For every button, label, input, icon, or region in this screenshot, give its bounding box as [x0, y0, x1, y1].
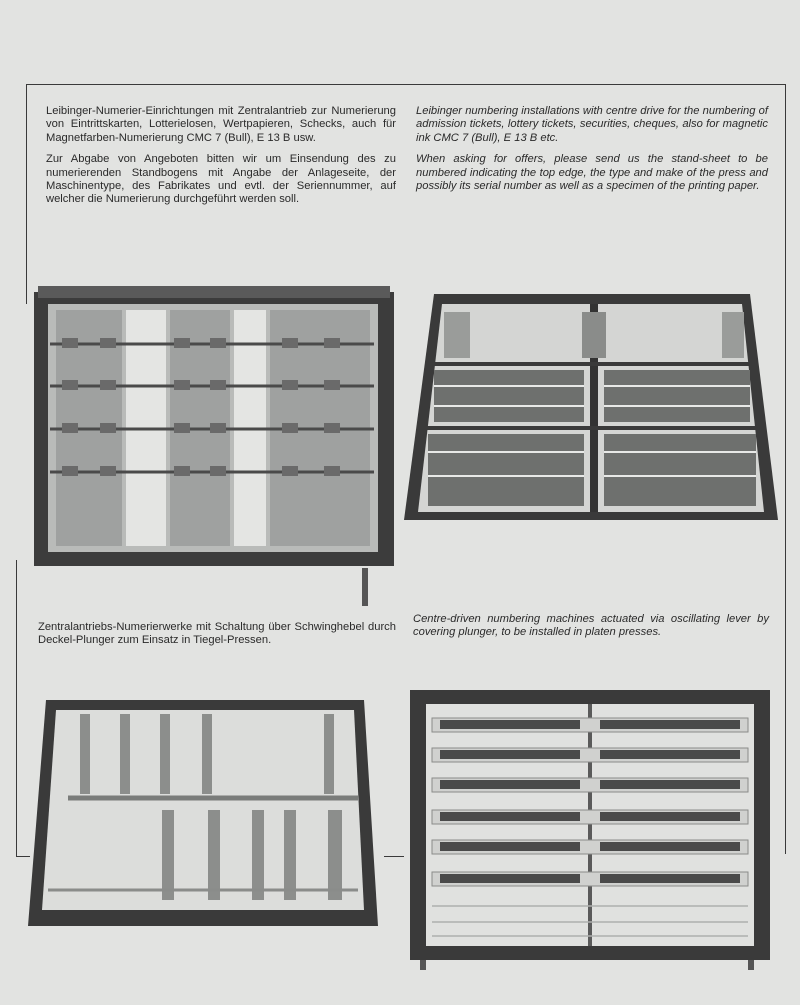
frame-right-line: [785, 84, 786, 854]
english-paragraph-1: Leibinger numbering installations with centre drive for the numbering of admission tickets, lottery tickets, securities, cheques, also for magnetic ink CMC 7 (Bull), E 13 B etc.: [416, 105, 768, 144]
frame-left-line-lower: [16, 560, 17, 856]
german-platen-text: [38, 621, 396, 656]
photo-numbering-installation-1: [34, 286, 394, 606]
english-platen-paragraph: Centre-driven numbering machines actuated via oscillating lever by covering plunger, to be installed in platen presses.: [413, 613, 769, 639]
frame-left-line: [26, 84, 27, 304]
german-paragraph-2: Zur Abgabe von Angeboten bitten wir um Einsendung des zu numerierenden Standbogens mit Angabe der Anlageseite, der Maschinentype, des Fabrikates und evtl. der Seriennummer, auf welcher die Numerierung durchgeführt werden soll.: [46, 153, 396, 206]
german-intro-text: [46, 105, 396, 215]
photo-numbering-installation-2: [404, 290, 778, 530]
photo-platen-machine-1: [28, 700, 378, 926]
english-platen-text: [413, 613, 769, 648]
german-paragraph-1: Leibinger-Numerier-Einrichtungen mit Zentralantrieb zur Numerierung von Eintrittskarten, Lotterielosen, Wertpapieren, Schecks, auch für Magnetfarben-Numerierung CMC 7 (Bull), E 13 B usw.: [46, 105, 396, 144]
german-platen-paragraph: Zentralantriebs-Numerierwerke mit Schaltung über Schwinghebel durch Deckel-Plunger zum Einsatz in Tiegel-Pressen.: [38, 621, 396, 647]
english-paragraph-2: When asking for offers, please send us the stand-sheet to be numbered indicating the top edge, the type and make of the press and possibly its serial number as well as a specimen of the printing paper.: [416, 153, 768, 193]
frame-top-line: [26, 84, 786, 85]
english-intro-text: [416, 105, 768, 201]
frame-mid-tick: [384, 856, 404, 857]
photo-platen-machine-2: [410, 690, 770, 970]
